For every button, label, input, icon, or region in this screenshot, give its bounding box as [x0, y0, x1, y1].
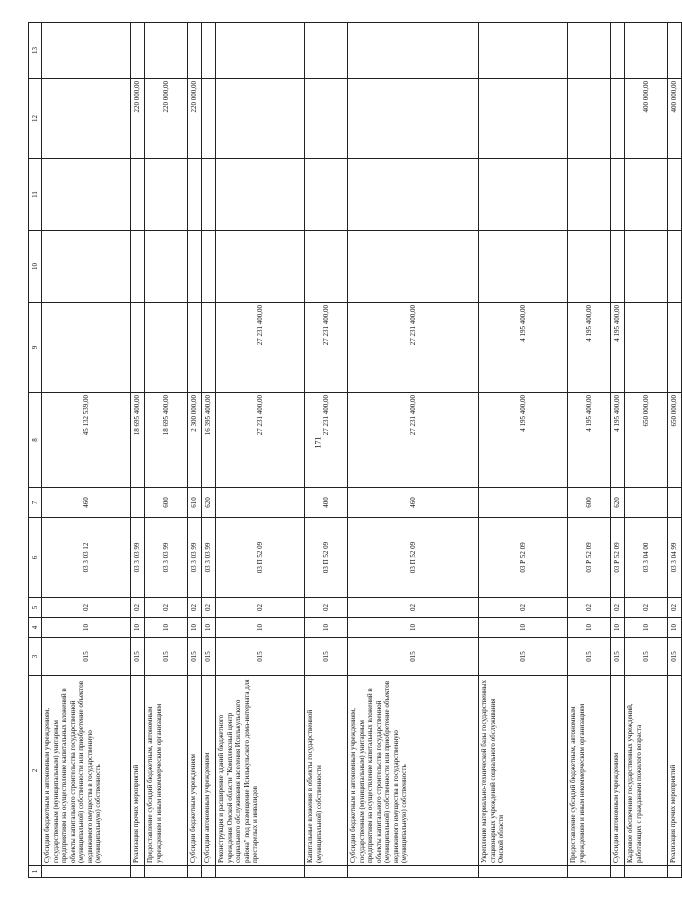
- cell-c8: 18 695 400,00: [145, 393, 188, 488]
- cell-c10: [479, 231, 568, 303]
- cell-c12: [202, 79, 216, 159]
- cell-c13: [611, 23, 625, 79]
- column-header: 5: [29, 598, 42, 618]
- cell-c13: [145, 23, 188, 79]
- cell-c13: [668, 23, 682, 79]
- header-row: [29, 23, 42, 878]
- cell-c8: 650 000,00: [625, 393, 668, 488]
- cell-c10: [202, 231, 216, 303]
- cell-c5: 02: [188, 598, 202, 618]
- cell-c12: [479, 79, 568, 159]
- cell-c6: 03 3 03 99: [131, 518, 145, 598]
- table-row: [145, 23, 188, 878]
- cell-c7: [216, 488, 305, 518]
- cell-c3: 015: [216, 638, 305, 676]
- cell-c13: [305, 23, 348, 79]
- cell-c11: [625, 159, 668, 231]
- row-index-cell: [479, 866, 568, 878]
- cell-c5: 02: [479, 598, 568, 618]
- cell-c10: [568, 231, 611, 303]
- cell-c13: [188, 23, 202, 79]
- column-header: 6: [29, 518, 42, 598]
- cell-c13: [42, 23, 131, 79]
- table-row: [668, 23, 682, 878]
- table-row: [348, 23, 479, 878]
- cell-c11: [668, 159, 682, 231]
- cell-c6: 03 3 03 99: [188, 518, 202, 598]
- cell-c4: 10: [625, 618, 668, 638]
- cell-c3: 015: [625, 638, 668, 676]
- cell-c3: 015: [479, 638, 568, 676]
- cell-c7: [668, 488, 682, 518]
- column-header: 4: [29, 618, 42, 638]
- row-index-cell: [625, 866, 668, 878]
- cell-c7: 600: [145, 488, 188, 518]
- cell-c11: [611, 159, 625, 231]
- row-name-cell: Реконструкция и расширение зданий бюджетного учреждения Омской области "Комплексный центр социального обслуживания населения Исилькульского района" под размещение Исилькульского дома-интерната для престарелых и инвалидов: [216, 676, 305, 866]
- cell-c7: 620: [202, 488, 216, 518]
- column-header: 8: [29, 393, 42, 488]
- cell-c6: 03 П 52 09: [216, 518, 305, 598]
- cell-c3: 015: [668, 638, 682, 676]
- cell-c4: 10: [568, 618, 611, 638]
- cell-c3: 015: [611, 638, 625, 676]
- cell-c8: 18 695 400,00: [131, 393, 145, 488]
- cell-c8: 650 000,00: [668, 393, 682, 488]
- cell-c8: 27 231 400,00: [348, 393, 479, 488]
- cell-c9: 27 231 400,00: [348, 303, 479, 393]
- cell-c11: [305, 159, 348, 231]
- cell-c3: 015: [188, 638, 202, 676]
- table-row: [611, 23, 625, 878]
- table-row: [202, 23, 216, 878]
- row-name-cell: Кадровое обеспечение государственных учреждений, работающих с гражданами пожилого возраста: [625, 676, 668, 866]
- cell-c6: 03 Р 52 09: [479, 518, 568, 598]
- column-header: 9: [29, 303, 42, 393]
- cell-c10: [348, 231, 479, 303]
- cell-c6: 03 П 52 09: [305, 518, 348, 598]
- cell-c13: [216, 23, 305, 79]
- cell-c13: [348, 23, 479, 79]
- cell-c7: 600: [568, 488, 611, 518]
- cell-c5: 02: [305, 598, 348, 618]
- column-header: 10: [29, 231, 42, 303]
- cell-c5: 02: [625, 598, 668, 618]
- cell-c7: 620: [611, 488, 625, 518]
- cell-c3: 015: [568, 638, 611, 676]
- cell-c6: 03 3 03 99: [202, 518, 216, 598]
- column-header: 13: [29, 23, 42, 79]
- cell-c5: 02: [348, 598, 479, 618]
- column-header: 11: [29, 159, 42, 231]
- column-header: 3: [29, 638, 42, 676]
- cell-c9: [131, 303, 145, 393]
- row-name-cell: Реализация прочих мероприятий: [668, 676, 682, 866]
- row-index-cell: [568, 866, 611, 878]
- cell-c10: [42, 231, 131, 303]
- cell-c9: 4 195 400,00: [568, 303, 611, 393]
- cell-c8: 27 231 400,00: [305, 393, 348, 488]
- cell-c5: 02: [202, 598, 216, 618]
- cell-c11: [479, 159, 568, 231]
- row-index-cell: [202, 866, 216, 878]
- column-header: 7: [29, 488, 42, 518]
- cell-c10: [216, 231, 305, 303]
- table-row: [625, 23, 668, 878]
- row-name-cell: Реализация прочих мероприятий: [131, 676, 145, 866]
- row-index-cell: [188, 866, 202, 878]
- cell-c10: [131, 231, 145, 303]
- cell-c6: 03 П 52 09: [348, 518, 479, 598]
- cell-c7: 460: [42, 488, 131, 518]
- row-name-cell: Предоставление субсидий бюджетным, автономным учреждениям и иным некоммерческим организациям: [145, 676, 188, 866]
- cell-c11: [216, 159, 305, 231]
- row-index-cell: [42, 866, 131, 878]
- row-index-cell: [611, 866, 625, 878]
- row-index-cell: [348, 866, 479, 878]
- cell-c13: [202, 23, 216, 79]
- row-name-cell: Предоставление субсидий бюджетным, автономным учреждениям и иным некоммерческим организациям: [568, 676, 611, 866]
- cell-c4: 10: [42, 618, 131, 638]
- table-row: [42, 23, 131, 878]
- cell-c8: 4 195 400,00: [479, 393, 568, 488]
- cell-c12: [348, 79, 479, 159]
- cell-c6: 03 3 03 99: [145, 518, 188, 598]
- cell-c10: [305, 231, 348, 303]
- row-index-cell: [145, 866, 188, 878]
- cell-c13: [131, 23, 145, 79]
- column-header: 2: [29, 676, 42, 866]
- cell-c4: 10: [216, 618, 305, 638]
- row-index-cell: [131, 866, 145, 878]
- cell-c4: 10: [188, 618, 202, 638]
- cell-c10: [668, 231, 682, 303]
- cell-c7: [131, 488, 145, 518]
- cell-c11: [145, 159, 188, 231]
- cell-c9: 4 195 400,00: [611, 303, 625, 393]
- cell-c9: [625, 303, 668, 393]
- cell-c5: 02: [568, 598, 611, 618]
- cell-c5: 02: [145, 598, 188, 618]
- cell-c4: 10: [668, 618, 682, 638]
- table-row: [131, 23, 145, 878]
- cell-c5: 02: [131, 598, 145, 618]
- cell-c12: 220 000,00: [145, 79, 188, 159]
- cell-c10: [611, 231, 625, 303]
- row-name-cell: Субсидии автономным учреждениям: [202, 676, 216, 866]
- cell-c11: [348, 159, 479, 231]
- cell-c12: [42, 79, 131, 159]
- cell-c9: 27 231 400,00: [305, 303, 348, 393]
- table-row: [305, 23, 348, 878]
- cell-c3: 015: [145, 638, 188, 676]
- cell-c5: 02: [668, 598, 682, 618]
- cell-c8: 4 195 400,00: [611, 393, 625, 488]
- row-name-cell: Субсидии бюджетным и автономным учреждениям, государственным (муниципальным) унитарным предприятиям на осуществление капитальных вложений в объекты капитального строительства государственной (муниципальной) собственности или приобретение объектов недвижимого имущества в государственную (муниципальную) собственность: [348, 676, 479, 866]
- cell-c12: 220 000,00: [188, 79, 202, 159]
- cell-c8: 27 231 400,00: [216, 393, 305, 488]
- cell-c7: [625, 488, 668, 518]
- cell-c11: [42, 159, 131, 231]
- table-row: [479, 23, 568, 878]
- column-header: 12: [29, 79, 42, 159]
- table-row: [188, 23, 202, 878]
- cell-c9: 4 195 400,00: [479, 303, 568, 393]
- cell-c10: [188, 231, 202, 303]
- cell-c9: [202, 303, 216, 393]
- cell-c5: 02: [611, 598, 625, 618]
- cell-c5: 02: [42, 598, 131, 618]
- cell-c12: 400 000,00: [625, 79, 668, 159]
- row-name-cell: Субсидии бюджетным и автономным учреждениям, государственным (муниципальным) унитарным предприятиям на осуществление капитальных вложений в объекты капитального строительства государственной (муниципальной) собственности или приобретение объектов недвижимого имущества в государственную (муниципальную) собственность: [42, 676, 131, 866]
- cell-c9: [145, 303, 188, 393]
- page-number: 171: [313, 436, 323, 449]
- cell-c12: 400 000,00: [668, 79, 682, 159]
- budget-table: [28, 22, 682, 878]
- cell-c10: [145, 231, 188, 303]
- cell-c13: [479, 23, 568, 79]
- cell-c8: 16 395 400,00: [202, 393, 216, 488]
- table-row: [216, 23, 305, 878]
- cell-c11: [131, 159, 145, 231]
- cell-c9: [668, 303, 682, 393]
- cell-c6: 03 Р 52 09: [611, 518, 625, 598]
- cell-c6: 03 3 04 00: [625, 518, 668, 598]
- cell-c13: [568, 23, 611, 79]
- table-row: [568, 23, 611, 878]
- cell-c4: 10: [479, 618, 568, 638]
- cell-c7: [479, 488, 568, 518]
- row-index-cell: [668, 866, 682, 878]
- cell-c7: 400: [305, 488, 348, 518]
- cell-c3: 015: [131, 638, 145, 676]
- cell-c4: 10: [145, 618, 188, 638]
- row-name-cell: Субсидии автономным учреждениям: [611, 676, 625, 866]
- cell-c10: [625, 231, 668, 303]
- row-name-cell: Укрепление материально-технической базы государственных стационарных учреждений социального обслуживания Омской области: [479, 676, 568, 866]
- cell-c3: 015: [202, 638, 216, 676]
- cell-c8: 45 132 539,00: [42, 393, 131, 488]
- cell-c4: 10: [202, 618, 216, 638]
- cell-c4: 10: [348, 618, 479, 638]
- cell-c9: [188, 303, 202, 393]
- cell-c9: [42, 303, 131, 393]
- cell-c12: [568, 79, 611, 159]
- cell-c3: 015: [42, 638, 131, 676]
- column-header: 1: [29, 866, 42, 878]
- cell-c5: 02: [216, 598, 305, 618]
- cell-c8: 2 300 000,00: [188, 393, 202, 488]
- cell-c11: [202, 159, 216, 231]
- cell-c12: 220 000,00: [131, 79, 145, 159]
- cell-c12: [305, 79, 348, 159]
- cell-c12: [611, 79, 625, 159]
- cell-c12: [216, 79, 305, 159]
- cell-c9: 27 231 400,00: [216, 303, 305, 393]
- row-name-cell: Субсидии бюджетным учреждениям: [188, 676, 202, 866]
- cell-c3: 015: [348, 638, 479, 676]
- cell-c4: 10: [611, 618, 625, 638]
- row-name-cell: Капитальные вложения в объекты государственной (муниципальной) собственности: [305, 676, 348, 866]
- cell-c7: 460: [348, 488, 479, 518]
- cell-c6: 03 3 04 99: [668, 518, 682, 598]
- cell-c3: 015: [305, 638, 348, 676]
- row-index-cell: [216, 866, 305, 878]
- cell-c11: [188, 159, 202, 231]
- cell-c11: [568, 159, 611, 231]
- cell-c4: 10: [305, 618, 348, 638]
- rotated-table-frame: [28, 23, 679, 878]
- cell-c6: 03 Р 52 09: [568, 518, 611, 598]
- cell-c7: 610: [188, 488, 202, 518]
- cell-c13: [625, 23, 668, 79]
- cell-c4: 10: [131, 618, 145, 638]
- cell-c6: 03 3 03 12: [42, 518, 131, 598]
- cell-c8: 4 195 400,00: [568, 393, 611, 488]
- row-index-cell: [305, 866, 348, 878]
